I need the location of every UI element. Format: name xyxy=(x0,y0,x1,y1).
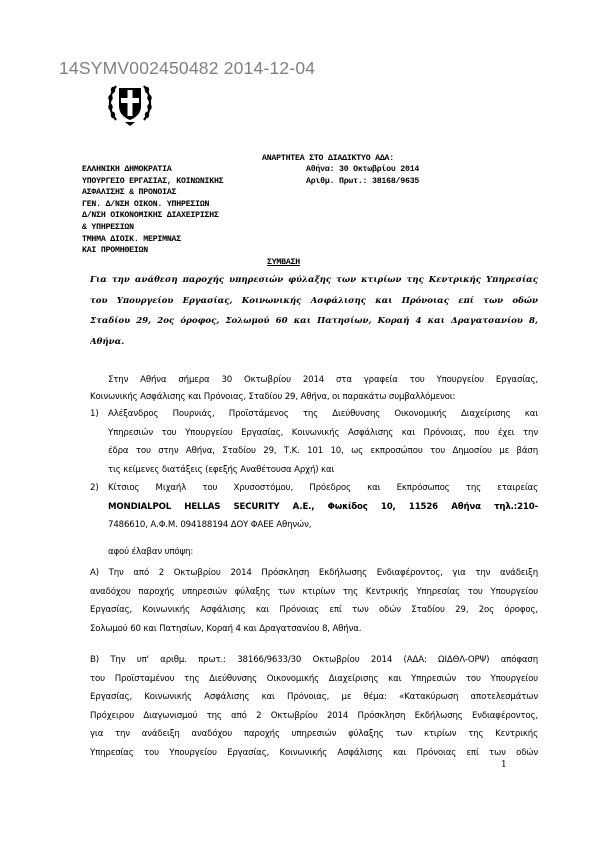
posting-notice: ΑΝΑΡΤΗΤΕΑ ΣΤΟ ΔΙΑΔΙΚΤΥΟ ΑΔΑ: xyxy=(262,154,394,163)
intro-text: Κοινωνικής Ασφάλισης και Πρόνοιας, Σταδίου 29, Αθήνα, οι παρακάτω συμβαλλόμενοι: xyxy=(90,392,456,402)
party-2-line: Κίτσιος Μιχαήλ του Χρυσοστόμου, Πρόεδρος και Εκπρόσωπος της εταιρείας xyxy=(108,483,538,493)
paragraph-b xyxy=(90,651,538,763)
subject-line: Για την ανάθεση παροχής υπηρεσιών φύλαξης των κτιρίων της Κεντρικής Υπηρεσίας xyxy=(90,275,538,285)
document-date: Αθήνα: 30 Οκτωβρίου 2014 xyxy=(306,165,420,174)
party-1-line: έδρα του στην Αθήνα, Σταδίου 29, Τ.Κ. 101 10, ως εκπροσώπου του Δημοσίου με βάση xyxy=(108,446,538,457)
paragraph-b-line: Πρόχειρου Διαγωνισμού της από 2 Οκτωβρίου 2014 Πρόσκληση Εκδήλωσης Ενδιαφέροντος, xyxy=(90,710,538,721)
paragraph-b-line: Εργασίας, Κοινωνικής Ασφάλισης και Πρόνοιας, με θέμα: «Κατακύρωση αποτελεσμάτων xyxy=(90,692,538,703)
issuer-line: ΓΕΝ. Δ/ΝΣΗ ΟΙΚΟΝ. ΥΠΗΡΕΣΙΩΝ xyxy=(82,199,210,209)
paragraph-b-line: του Προϊσταμένου της Διεύθυνσης Οικονομικής Διαχείρισης και Υπηρεσιών του Υπουργείου xyxy=(90,673,538,684)
party-1-text xyxy=(108,405,538,479)
issuer-line: ΚΑΙ ΠΡΟΜΗΘΕΙΩΝ xyxy=(82,246,148,256)
party-1-line: τις κείμενες διατάξεις (εφεξής Αναθέτουσα Αρχή) και xyxy=(108,464,335,475)
issuer-line: ΑΣΦΑΛΙΣΗΣ & ΠΡΟΝΟΙΑΣ xyxy=(82,188,177,198)
issuer-line: ΥΠΟΥΡΓΕΙΟ ΕΡΓΑΣΙΑΣ, ΚΟΙΝΩΝΙΚΗΣ xyxy=(82,176,224,186)
subject-line: του Υπουργείου Εργασίας, Κοινωνικής Ασφάλισης και Πρόνοιας επί των οδών xyxy=(90,295,538,306)
issuer-line: ΕΛΛΗΝΙΚΗ ΔΗΜΟΚΡΑΤΙΑ xyxy=(82,165,172,174)
paragraph-a-line: Εργασίας, Κοινωνικής Ασφάλισης και Πρόνοιας επί των οδών Σταδίου 29, 2ος όροφος, xyxy=(90,605,538,616)
protocol-number: Αριθμ. Πρωτ.: 38168/9635 xyxy=(306,177,420,186)
party-2-line: 7486610, Α.Φ.Μ. 094188194 ΔΟΥ ΦΑΕΕ Αθηνών, xyxy=(108,520,312,531)
paragraph-a-line: αναδόχου παροχής υπηρεσιών φύλαξης των κτιρίων της Κεντρικής Υπηρεσίας του Υπουργείου xyxy=(90,586,538,597)
intro-text: Στην Αθήνα σήμερα 30 Οκτωβρίου 2014 στα γραφεία του Υπουργείου Εργασίας, xyxy=(108,375,538,385)
paragraph-b-line: για την ανάδειξη αναδόχου παροχής υπηρεσιών φύλαξης των κτιρίων της Κεντρικής xyxy=(90,729,538,740)
subject-line: Αθήνα. xyxy=(90,336,125,347)
subject-line: Σταδίου 29, 2ος όροφος, Σολωμού 60 και Πατησίων, Κοραή 4 και Δραγατσανίου 8, xyxy=(90,316,538,327)
issuer-block xyxy=(82,164,223,257)
party-1-number: 1) xyxy=(90,409,99,419)
intro-line xyxy=(108,371,538,390)
paragraph-a-line: Σολωμού 60 και Πατησίων, Κοραή 4 και Δραγατσανίου 8, Αθήνα. xyxy=(90,623,362,634)
considering-line: αφού έλαβαν υπόψη: xyxy=(108,547,194,557)
paragraph-b-line: Β) Την υπ' αριθμ. πρωτ.: 38166/9633/30 Οκτωβρίου 2014 (ΑΔΑ: ΩΙΔΘΛ-ΟΡΨ) απόφαση xyxy=(90,655,538,665)
document-title: ΣΥΜΒΑΣΗ xyxy=(267,258,300,267)
paragraph-a-line: Α) Την από 2 Οκτωβρίου 2014 Πρόσκληση Εκδήλωσης Ενδιαφέροντος, για την ανάδειξη xyxy=(90,568,538,578)
page-number: 1 xyxy=(501,760,507,770)
paragraph-b-line: Υπηρεσίας του Υπουργείου Εργασίας, Κοινωνικής Ασφάλισης και Πρόνοιας επί των οδών xyxy=(90,747,538,758)
party-2-number: 2) xyxy=(90,483,99,493)
party-1-line: Αλέξανδρος Πουρνιάς, Προϊστάμενος της Διεύθυνσης Οικονομικής Διαχείρισης και xyxy=(108,409,538,419)
ada-stamp: 14SYMV002450482 2014-12-04 xyxy=(59,58,316,78)
intro-line xyxy=(90,388,538,407)
party-2-text xyxy=(108,479,538,535)
paragraph-a xyxy=(90,564,538,638)
party-1-line: Υπηρεσιών του Υπουργείου Εργασίας, Κοινωνικής Ασφάλισης και Πρόνοιας, που έχει την xyxy=(108,427,538,438)
greek-coat-of-arms-icon xyxy=(107,80,153,128)
issuer-line: Δ/ΝΣΗ ΟΙΚΟΝΟΜΙΚΗΣ ΔΙΑΧΕΙΡΙΣΗΣ xyxy=(82,211,219,221)
subject-paragraph xyxy=(90,270,538,352)
issuer-line: & ΥΠΗΡΕΣΙΩΝ xyxy=(82,222,134,232)
issuer-line: ΤΜΗΜΑ ΔΙΟΙΚ. ΜΕΡΙΜΝΑΣ xyxy=(82,234,181,244)
party-2-line: MONDIALPOL HELLAS SECURITY A.E., Φωκίδος 10, 11526 Αθήνα τηλ.:210- xyxy=(108,501,538,512)
